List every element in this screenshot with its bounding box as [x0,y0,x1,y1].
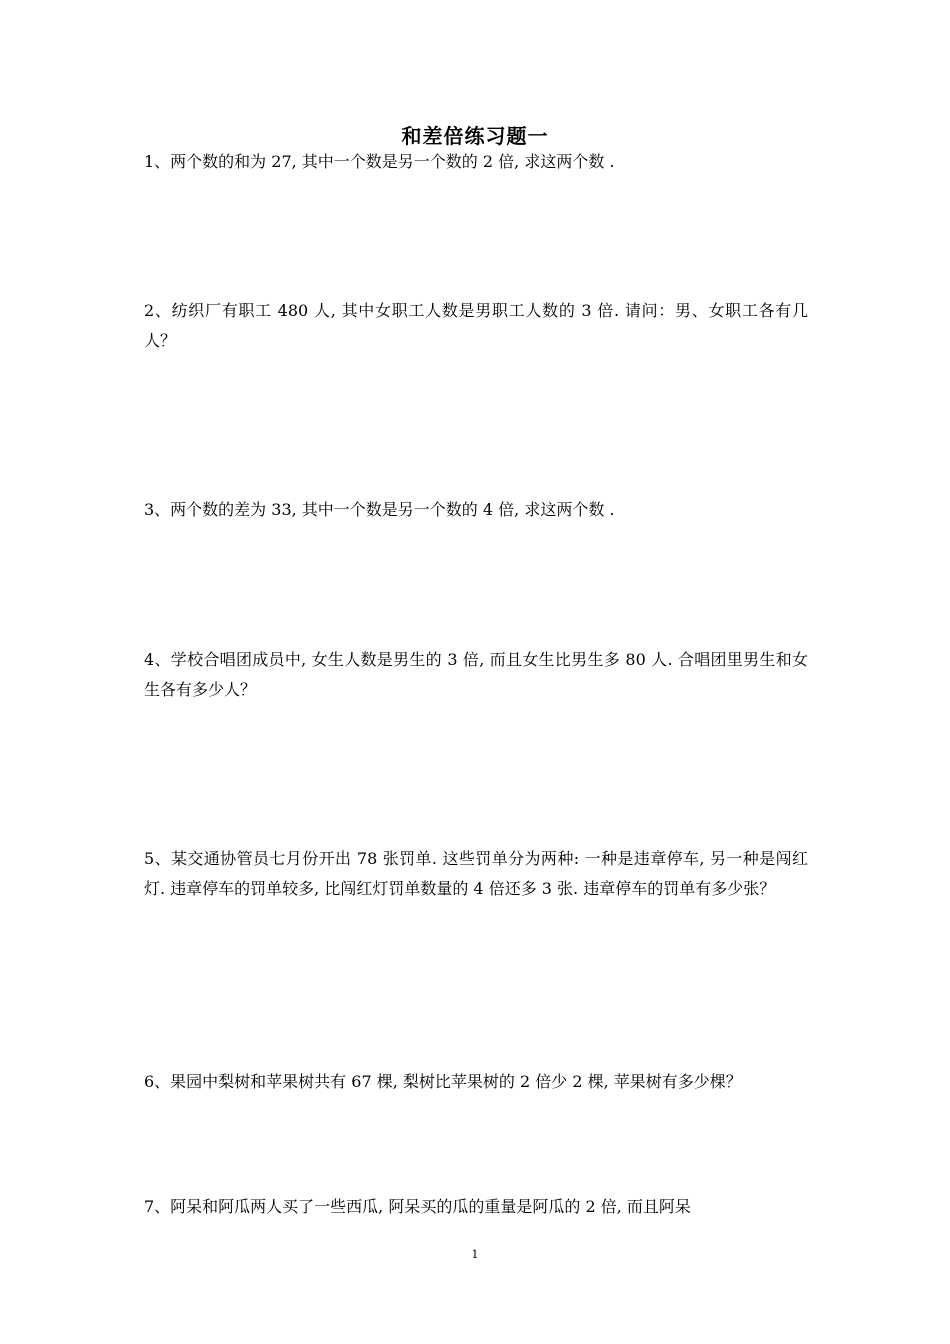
worksheet-title: 和差倍练习题一 [401,124,549,148]
question-1: 1、两个数的和为 27, 其中一个数是另一个数的 2 倍, 求这两个数 . [144,152,615,171]
question-3: 3、两个数的差为 33, 其中一个数是另一个数的 4 倍, 求这两个数 . [144,500,615,519]
question-2: 2、纺织厂有职工 480 人, 其中女职工人数是男职工人数的 3 倍. 请问：男、女职工各有几人？ [144,301,808,350]
page-number: 1 [471,1248,479,1261]
question-6: 6、果园中梨树和苹果树共有 67 棵, 梨树比苹果树的 2 倍少 2 棵, 苹果树有多少棵？ [144,1072,742,1091]
question-4: 4、学校合唱团成员中, 女生人数是男生的 3 倍, 而且女生比男生多 80 人. 合唱团里男生和女生各有多少人？ [144,650,808,699]
question-7: 7、阿呆和阿瓜两人买了一些西瓜, 阿呆买的瓜的重量是阿瓜的 2 倍, 而且阿呆 [144,1197,691,1216]
question-5: 5、某交通协管员七月份开出 78 张罚单. 这些罚单分为两种: 一种是违章停车, 另一种是闯红灯. 违章停车的罚单较多, 比闯红灯罚单数量的 4 倍还多 3 张. 违章停车的罚单有多少张？ [144,849,808,898]
